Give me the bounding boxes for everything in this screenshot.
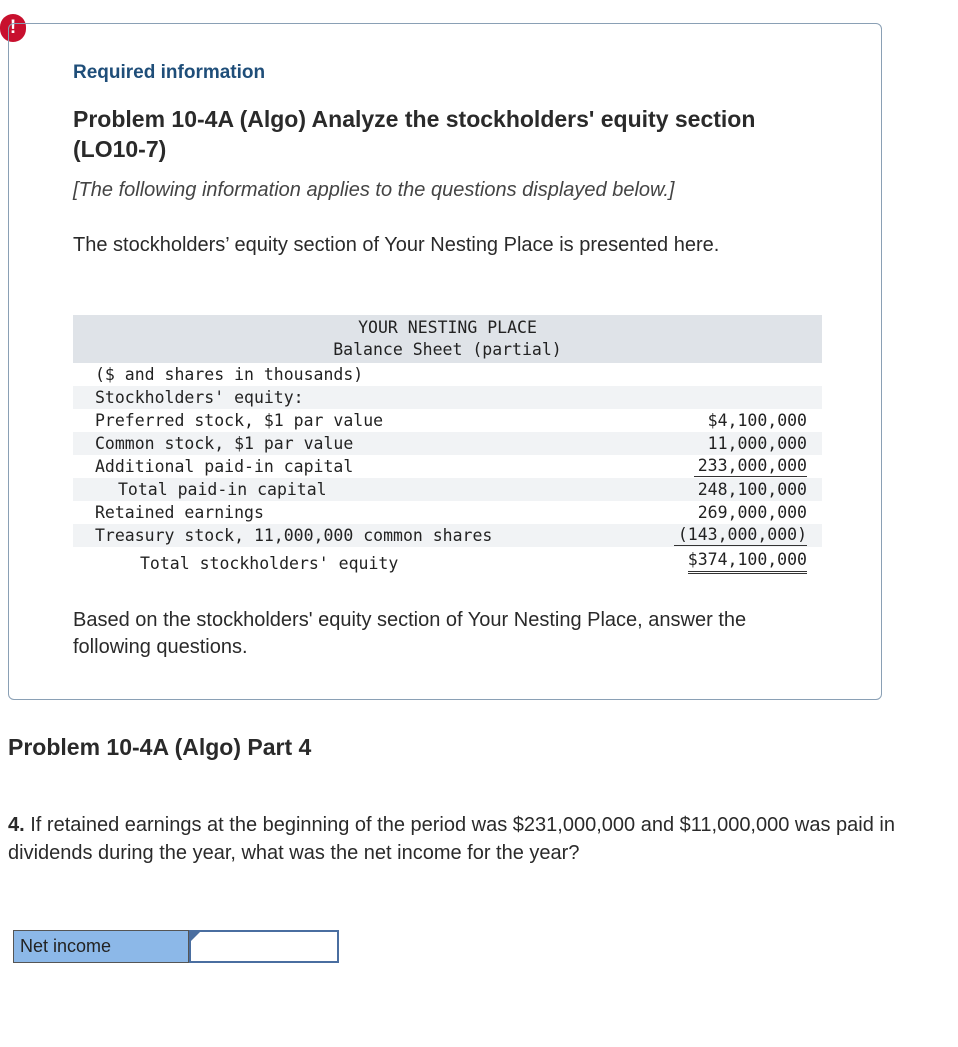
answer-row bbox=[13, 930, 339, 965]
part-title: Problem 10-4A (Algo) Part 4 bbox=[8, 734, 312, 760]
row-label: Total paid-in capital bbox=[118, 480, 327, 499]
table-row bbox=[73, 455, 822, 478]
units-label: ($ and shares in thousands) bbox=[95, 365, 364, 384]
alert-icon: ! bbox=[0, 14, 26, 42]
based-on-text: Based on the stockholders' equity section of Your Nesting Place, answer the following questions. bbox=[73, 609, 747, 658]
intro-text: The stockholders’ equity section of Your Nesting Place is presented here. bbox=[73, 234, 720, 256]
row-label: Additional paid-in capital bbox=[95, 457, 354, 476]
row-value: (143,000,000) bbox=[674, 524, 807, 546]
row-value: 248,100,000 bbox=[697, 480, 807, 499]
net-income-input[interactable] bbox=[191, 932, 337, 961]
row-value: 11,000,000 bbox=[707, 434, 807, 453]
units-row bbox=[73, 363, 822, 386]
row-label: Total stockholders' equity bbox=[140, 554, 399, 573]
row-value: 269,000,000 bbox=[697, 503, 807, 522]
row-label: Retained earnings bbox=[95, 503, 264, 522]
net-income-label: Net income bbox=[13, 930, 189, 963]
company-name: YOUR NESTING PLACE bbox=[358, 318, 537, 337]
row-label: Treasury stock, 11,000,000 common shares bbox=[95, 526, 493, 545]
total-row bbox=[73, 549, 822, 578]
section-row bbox=[73, 386, 822, 409]
row-label: Common stock, $1 par value bbox=[95, 434, 354, 453]
question-number: 4. bbox=[8, 814, 25, 836]
net-income-input-box[interactable] bbox=[189, 930, 339, 963]
table-row bbox=[73, 409, 822, 432]
row-value: 233,000,000 bbox=[694, 455, 807, 477]
sheet-subtitle: Balance Sheet (partial) bbox=[333, 340, 562, 359]
row-value: $4,100,000 bbox=[707, 411, 807, 430]
table-row bbox=[73, 432, 822, 455]
question-text bbox=[8, 811, 898, 867]
table-row bbox=[73, 478, 822, 501]
table-row bbox=[73, 501, 822, 524]
required-information-heading: Required information bbox=[73, 62, 266, 83]
row-value: $374,100,000 bbox=[688, 549, 807, 574]
problem-title: Problem 10-4A (Algo) Analyze the stockholders' equity section (LO10-7) bbox=[73, 106, 756, 162]
input-corner-marker-icon bbox=[191, 932, 200, 941]
table-row bbox=[73, 524, 822, 547]
row-label: Preferred stock, $1 par value bbox=[95, 411, 384, 430]
question-body: If retained earnings at the beginning of the period was $231,000,000 and $11,000,000 was paid in dividends during the year, what was the net income for the year? bbox=[8, 814, 895, 864]
instruction-note: [The following information applies to the questions displayed below.] bbox=[73, 179, 675, 201]
balance-sheet-header bbox=[73, 315, 822, 363]
section-label: Stockholders' equity: bbox=[95, 388, 304, 407]
balance-sheet-table bbox=[73, 315, 822, 578]
